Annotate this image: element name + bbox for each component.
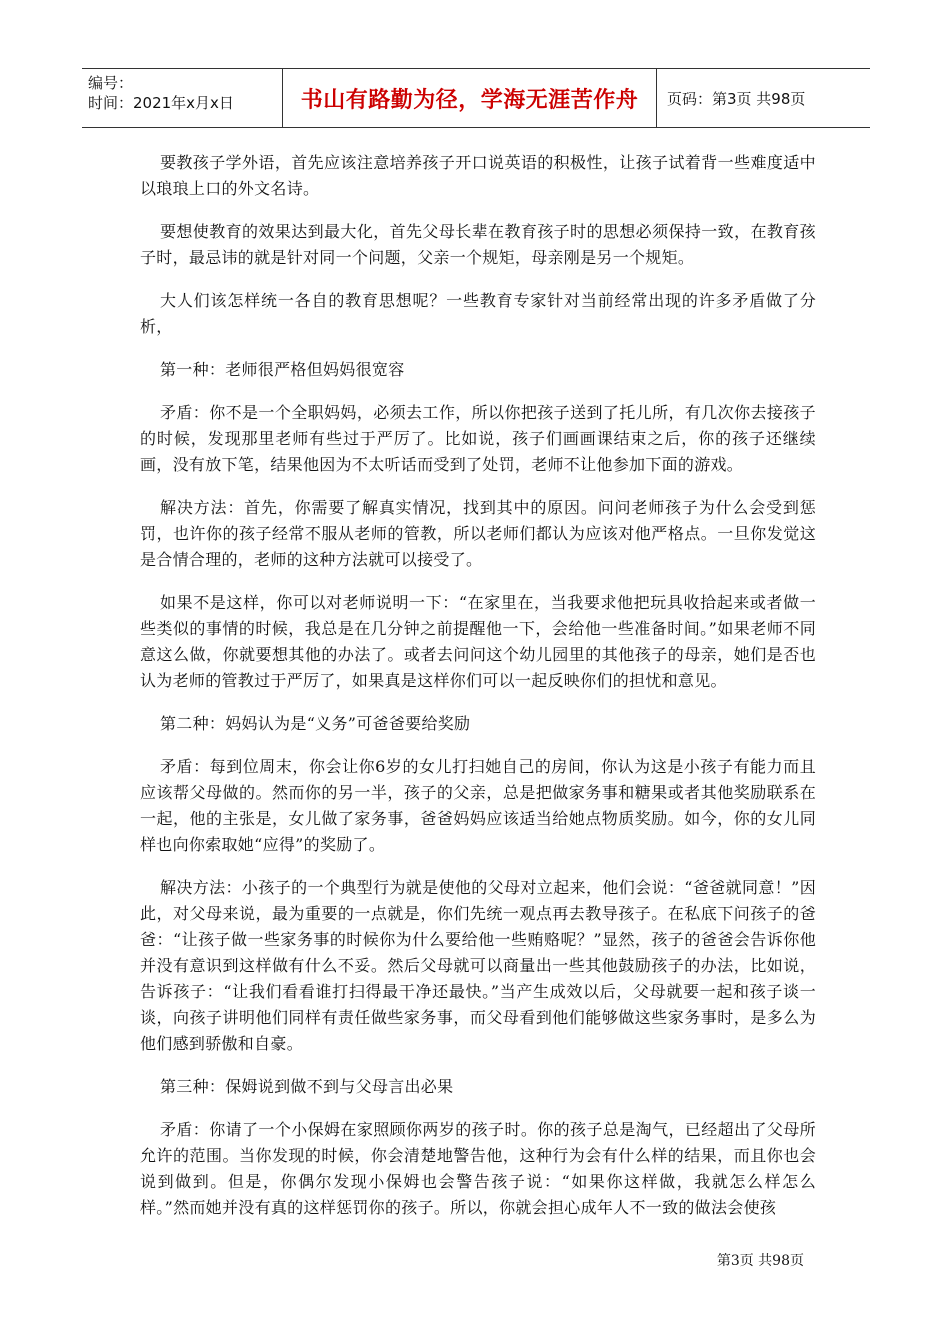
document-date: 时间：2021年x月x日 xyxy=(88,94,234,112)
paragraph: 矛盾：每到位周末，你会让你6岁的女儿打扫她自己的房间，你认为这是小孩子有能力而且应该帮父母做的。然而你的另一半，孩子的父亲，总是把做家务事和糖果或者其他奖励联系在一起，他的主张是，女儿做了家务事，爸爸妈妈应该适当给她点物质奖励。如今，你的女儿同样也向你索取她“应得”的奖励了。 xyxy=(140,757,816,854)
page-footer: 第3页 共98页 xyxy=(716,1253,804,1269)
paragraph: 解决方法：小孩子的一个典型行为就是使他的父母对立起来，他们会说：“爸爸就同意！”因此，对父母来说，最为重要的一点就是，你们先统一观点再去教导孩子。在私底下问孩子的爸爸：“让孩子做一些家务事的时候你为什么要给他一些贿赂呢？”显然，孩子的爸爸会告诉你他并没有意识到这样做有什么不妥。然后父母就可以商量出一些其他鼓励孩子的办法，比如说，告诉孩子：“让我们看看谁打扫得最干净还最快。”当产生成效以后，父母就要一起和孩子谈一谈，向孩子讲明他们同样有责任做些家务事，而父母看到他们能够做这些家务事时，是多么为他们感到骄傲和自豪。 xyxy=(140,878,816,1053)
paragraph: 如果不是这样，你可以对老师说明一下：“在家里在，当我要求他把玩具收拾起来或者做一些类似的事情的时候，我总是在几分钟之前提醒他一下，会给他一些准备时间。”如果老师不同意这么做，你就要想其他的办法了。或者去问问这个幼儿园里的其他孩子的母亲，她们是否也认为老师的管教过于严厉了，如果真是这样你们可以一起反映你们的担忧和意见。 xyxy=(140,593,816,690)
paragraph: 要想使教育的效果达到最大化，首先父母长辈在教育孩子时的思想必须保持一致，在教育孩子时，最忌讳的就是针对同一个问题，父亲一个规矩，母亲刚是另一个规矩。 xyxy=(140,222,816,267)
paragraph: 矛盾：你不是一个全职妈妈，必须去工作，所以你把孩子送到了托儿所，有几次你去接孩子的时候，发现那里老师有些过于严厉了。比如说，孩子们画画课结束之后，你的孩子还继续画，没有放下笔，结果他因为不太听话而受到了处罚，老师不让他参加下面的游戏。 xyxy=(140,403,816,474)
section-heading: 第二种：妈妈认为是“义务”可爸爸要给奖励 xyxy=(160,714,471,733)
section-heading: 第三种：保姆说到做不到与父母言出必果 xyxy=(160,1077,454,1096)
header-motto: 书山有路勤为径，学海无涯苦作舟 xyxy=(283,69,657,127)
section-heading: 第一种：老师很严格但妈妈很宽容 xyxy=(160,360,405,379)
paragraph: 矛盾：你请了一个小保姆在家照顾你两岁的孩子时。你的孩子总是淘气，已经超出了父母所允许的范围。当你发现的时候，你会清楚地警告他，这种行为会有什么样的结果，而且你也会说到做到。但是，你偶尔发现小保姆也会警告孩子说：“如果你这样做，我就怎么样怎么样。”然而她并没有真的这样惩罚你的孩子。所以，你就会担心成年人不一致的做法会使孩 xyxy=(140,1120,816,1217)
page-header xyxy=(82,68,870,128)
paragraph: 要教孩子学外语，首先应该注意培养孩子开口说英语的积极性，让孩子试着背一些难度适中以琅琅上口的外文名诗。 xyxy=(140,153,816,198)
document-number-label: 编号： xyxy=(88,74,134,92)
paragraph: 大人们该怎样统一各自的教育思想呢？一些教育专家针对当前经常出现的许多矛盾做了分析， xyxy=(140,291,816,336)
document-body xyxy=(140,150,816,1238)
header-meta xyxy=(82,69,283,127)
paragraph: 解决方法：首先，你需要了解真实情况，找到其中的原因。问问老师孩子为什么会受到惩罚，也许你的孩子经常不服从老师的管教，所以老师们都认为应该对他严格点。一旦你发觉这是合情合理的，老师的这种方法就可以接受了。 xyxy=(140,498,816,569)
header-page-number: 页码：第3页 共98页 xyxy=(667,89,806,108)
